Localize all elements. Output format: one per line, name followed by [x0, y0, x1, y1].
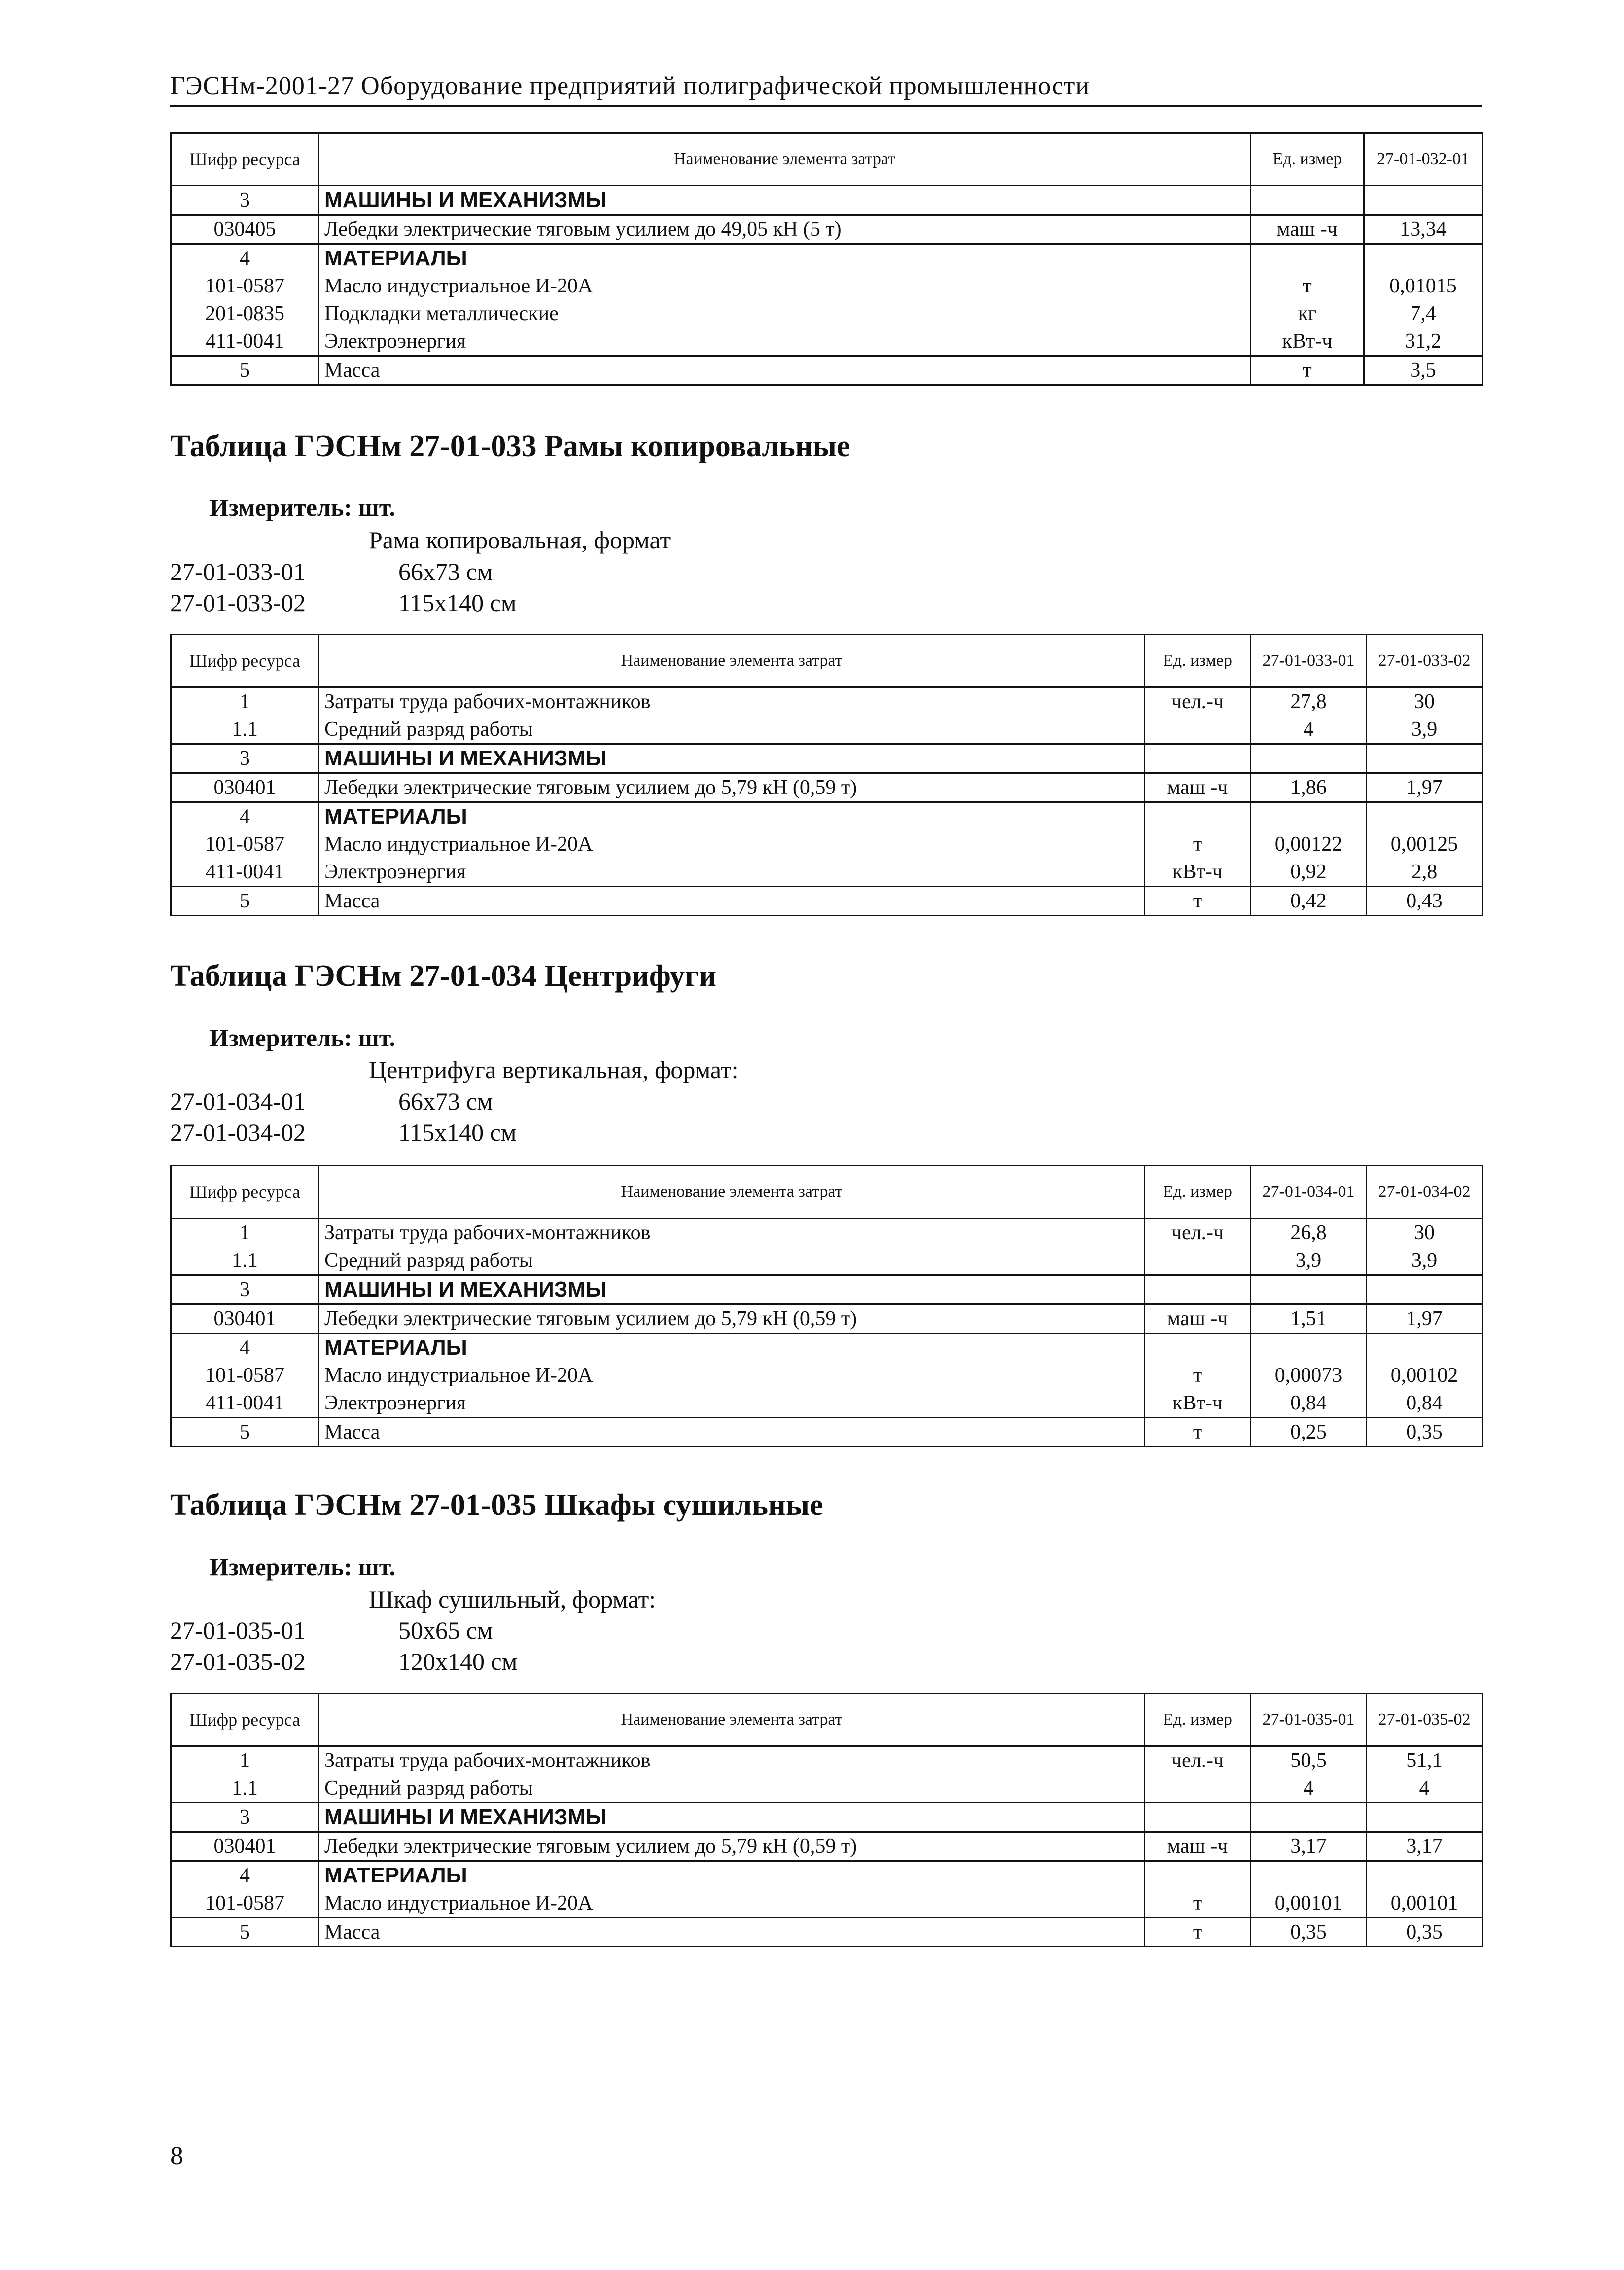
table-row — [171, 244, 1483, 273]
resource-code-cell: 101-0587 — [171, 1889, 319, 1918]
table-row — [171, 1275, 1483, 1304]
header-unit: Ед. измер — [1145, 635, 1251, 687]
resource-code-cell: 101-0587 — [171, 1362, 319, 1389]
resource-code-cell: 1.1 — [171, 1774, 319, 1803]
resource-code-cell: 030401 — [171, 1832, 319, 1861]
value-cell: 3,17 — [1367, 1832, 1483, 1861]
variant-code: 27-01-034-01 — [170, 1087, 306, 1115]
value-cell: 3,17 — [1251, 1832, 1367, 1861]
unit-cell: маш -ч — [1251, 215, 1364, 244]
table-title-034: Таблица ГЭСНм 27-01-034 Центрифуги — [170, 959, 717, 993]
value-cell: 0,35 — [1251, 1918, 1367, 1947]
unit-cell — [1145, 1275, 1251, 1304]
value-cell: 2,8 — [1367, 858, 1483, 887]
element-name-cell: Электроэнергия — [319, 327, 1251, 356]
resource-code-cell: 030401 — [171, 1304, 319, 1333]
header-unit: Ед. измер — [1145, 1166, 1251, 1219]
element-name-cell: Средний разряд работы — [319, 716, 1145, 744]
unit-cell — [1145, 716, 1251, 744]
table-row — [171, 1803, 1483, 1832]
header-resource-code: Шифр ресурса — [171, 1693, 319, 1746]
value-cell — [1251, 1803, 1367, 1832]
unit-cell: т — [1251, 356, 1364, 385]
unit-cell — [1145, 1803, 1251, 1832]
unit-cell: кВт-ч — [1251, 327, 1364, 356]
unit-cell: маш -ч — [1145, 773, 1251, 802]
page-number: 8 — [170, 2141, 183, 2170]
header-row — [171, 133, 1483, 186]
unit-cell: кВт-ч — [1145, 1389, 1251, 1418]
element-name-cell: Средний разряд работы — [319, 1247, 1145, 1275]
header-norm-code: 27-01-035-01 — [1251, 1693, 1367, 1746]
value-cell — [1251, 744, 1367, 773]
resource-code-cell: 5 — [171, 356, 319, 385]
unit-cell: т — [1145, 830, 1251, 858]
element-name-cell: Лебедки электрические тяговым усилием до 49,05 кН (5 т) — [319, 215, 1251, 244]
table-row — [171, 1746, 1483, 1775]
value-cell: 0,42 — [1251, 887, 1367, 916]
resource-code-cell: 4 — [171, 1333, 319, 1362]
unit-cell: кг — [1251, 300, 1364, 327]
unit-cell — [1251, 244, 1364, 273]
measure-label: Измеритель: — [210, 1553, 353, 1581]
resource-code-cell: 4 — [171, 1861, 319, 1890]
variant-code: 27-01-033-01 — [170, 558, 306, 585]
value-cell: 50,5 — [1251, 1746, 1367, 1775]
element-name-cell: Масло индустриальное И-20А — [319, 272, 1251, 300]
element-name-cell: МАТЕРИАЛЫ — [319, 1333, 1145, 1362]
unit-cell — [1145, 1774, 1251, 1803]
resource-code-cell: 1.1 — [171, 716, 319, 744]
measure-unit: шт. — [358, 1024, 396, 1051]
element-name-cell: Масса — [319, 1418, 1145, 1447]
table-row — [171, 716, 1483, 744]
resource-code-cell: 3 — [171, 1275, 319, 1304]
value-cell: 3,9 — [1251, 1247, 1367, 1275]
element-name-cell: МАТЕРИАЛЫ — [319, 1861, 1145, 1890]
value-cell: 0,92 — [1251, 858, 1367, 887]
table-row — [171, 356, 1483, 385]
element-name-cell: Масса — [319, 356, 1251, 385]
value-cell: 1,51 — [1251, 1304, 1367, 1333]
value-cell — [1367, 1333, 1483, 1362]
header-rule — [170, 105, 1482, 107]
element-name-cell: МАШИНЫ И МЕХАНИЗМЫ — [319, 744, 1145, 773]
element-name-cell: Масло индустриальное И-20А — [319, 1889, 1145, 1918]
header-row — [171, 1693, 1483, 1746]
resource-table-034 — [170, 1165, 1483, 1447]
resource-code-cell: 030401 — [171, 773, 319, 802]
value-cell: 31,2 — [1364, 327, 1483, 356]
unit-cell: кВт-ч — [1145, 858, 1251, 887]
table-row — [171, 327, 1483, 356]
resource-code-cell: 201-0835 — [171, 300, 319, 327]
value-cell: 1,97 — [1367, 1304, 1483, 1333]
header-element-name: Наименование элемента затрат — [319, 1166, 1145, 1219]
element-name-cell: Масса — [319, 887, 1145, 916]
resource-code-cell: 5 — [171, 1418, 319, 1447]
resource-code-cell: 1 — [171, 1746, 319, 1775]
element-name-cell: Затраты труда рабочих-монтажников — [319, 687, 1145, 716]
measure-unit: шт. — [358, 494, 396, 521]
value-cell: 27,8 — [1251, 687, 1367, 716]
value-cell: 0,00102 — [1367, 1362, 1483, 1389]
value-cell — [1367, 744, 1483, 773]
header-norm-code: 27-01-033-01 — [1251, 635, 1367, 687]
value-cell: 4 — [1251, 1774, 1367, 1803]
table-row — [171, 887, 1483, 916]
measure-label: Измеритель: — [210, 494, 353, 521]
unit-cell: чел.-ч — [1145, 1746, 1251, 1775]
unit-cell — [1251, 186, 1364, 215]
value-cell: 0,43 — [1367, 887, 1483, 916]
table-row — [171, 773, 1483, 802]
element-name-cell: Лебедки электрические тяговым усилием до 5,79 кН (0,59 т) — [319, 1832, 1145, 1861]
header-norm-code: 27-01-035-02 — [1367, 1693, 1483, 1746]
value-cell: 1,86 — [1251, 773, 1367, 802]
resource-code-cell: 411-0041 — [171, 1389, 319, 1418]
table-row — [171, 272, 1483, 300]
value-cell — [1251, 1861, 1367, 1890]
unit-cell — [1145, 802, 1251, 831]
table-row — [171, 300, 1483, 327]
unit-cell: чел.-ч — [1145, 1219, 1251, 1247]
table-row — [171, 1247, 1483, 1275]
value-cell — [1367, 1803, 1483, 1832]
resource-table-032 — [170, 132, 1483, 386]
header-unit: Ед. измер — [1145, 1693, 1251, 1746]
value-cell: 0,00125 — [1367, 830, 1483, 858]
value-cell: 0,25 — [1251, 1418, 1367, 1447]
measure-label: Измеритель: — [210, 1024, 353, 1051]
element-name-cell: МАШИНЫ И МЕХАНИЗМЫ — [319, 1275, 1145, 1304]
element-name-cell: МАШИНЫ И МЕХАНИЗМЫ — [319, 1803, 1145, 1832]
element-name-cell: МАШИНЫ И МЕХАНИЗМЫ — [319, 186, 1251, 215]
header-resource-code: Шифр ресурса — [171, 1166, 319, 1219]
table-row — [171, 1304, 1483, 1333]
element-name-cell: Лебедки электрические тяговым усилием до 5,79 кН (0,59 т) — [319, 1304, 1145, 1333]
measure-line-033 — [210, 493, 395, 522]
value-cell: 0,00101 — [1367, 1889, 1483, 1918]
value-cell — [1364, 244, 1483, 273]
value-cell: 0,84 — [1367, 1389, 1483, 1418]
unit-cell: т — [1145, 1918, 1251, 1947]
value-cell: 0,00073 — [1251, 1362, 1367, 1389]
header-norm-code: 27-01-032-01 — [1364, 133, 1483, 186]
unit-cell — [1145, 1247, 1251, 1275]
header-unit: Ед. измер — [1251, 133, 1364, 186]
variant-code: 27-01-035-02 — [170, 1648, 306, 1675]
unit-cell: т — [1145, 1889, 1251, 1918]
value-cell: 13,34 — [1364, 215, 1483, 244]
variant-code: 27-01-033-02 — [170, 589, 306, 616]
value-cell — [1367, 1861, 1483, 1890]
measure-line-035 — [210, 1552, 395, 1581]
resource-code-cell: 4 — [171, 244, 319, 273]
unit-cell: т — [1145, 1418, 1251, 1447]
value-cell — [1251, 802, 1367, 831]
element-name-cell: Подкладки металлические — [319, 300, 1251, 327]
table-row — [171, 687, 1483, 716]
resource-code-cell: 3 — [171, 186, 319, 215]
element-name-cell: Затраты труда рабочих-монтажников — [319, 1746, 1145, 1775]
header-resource-code: Шифр ресурса — [171, 635, 319, 687]
value-cell: 0,84 — [1251, 1389, 1367, 1418]
table-row — [171, 744, 1483, 773]
variant-size: 115x140 см — [398, 589, 517, 616]
resource-code-cell: 4 — [171, 802, 319, 831]
element-name-cell: Лебедки электрические тяговым усилием до 5,79 кН (0,59 т) — [319, 773, 1145, 802]
table-title-035: Таблица ГЭСНм 27-01-035 Шкафы сушильные — [170, 1488, 823, 1522]
table-row — [171, 1418, 1483, 1447]
header-row — [171, 1166, 1483, 1219]
resource-code-cell: 411-0041 — [171, 858, 319, 887]
element-name-cell: Масса — [319, 1918, 1145, 1947]
element-name-cell: МАТЕРИАЛЫ — [319, 802, 1145, 831]
element-name-cell: Масло индустриальное И-20А — [319, 1362, 1145, 1389]
header-norm-code: 27-01-034-02 — [1367, 1166, 1483, 1219]
table-row — [171, 1774, 1483, 1803]
element-name-cell: МАТЕРИАЛЫ — [319, 244, 1251, 273]
header-element-name: Наименование элемента затрат — [319, 1693, 1145, 1746]
unit-cell — [1145, 744, 1251, 773]
value-cell: 7,4 — [1364, 300, 1483, 327]
table-row — [171, 1889, 1483, 1918]
value-cell: 30 — [1367, 687, 1483, 716]
resource-code-cell: 5 — [171, 1918, 319, 1947]
resource-code-cell: 3 — [171, 744, 319, 773]
variant-code: 27-01-034-02 — [170, 1118, 306, 1146]
element-name-cell: Масло индустриальное И-20А — [319, 830, 1145, 858]
value-cell — [1367, 802, 1483, 831]
value-cell: 3,5 — [1364, 356, 1483, 385]
running-header: ГЭСНм-2001-27 Оборудование предприятий полиграфической промышленности — [170, 72, 1090, 100]
resource-code-cell: 1.1 — [171, 1247, 319, 1275]
value-cell: 26,8 — [1251, 1219, 1367, 1247]
value-cell: 3,9 — [1367, 1247, 1483, 1275]
table-row — [171, 802, 1483, 831]
value-cell: 4 — [1367, 1774, 1483, 1803]
value-cell: 0,00101 — [1251, 1889, 1367, 1918]
variant-intro-035: Шкаф сушильный, формат: — [369, 1585, 656, 1613]
resource-code-cell: 3 — [171, 1803, 319, 1832]
table-row — [171, 186, 1483, 215]
variant-size: 50x65 см — [398, 1617, 493, 1644]
value-cell: 0,35 — [1367, 1918, 1483, 1947]
unit-cell — [1145, 1333, 1251, 1362]
unit-cell: т — [1251, 272, 1364, 300]
table-row — [171, 1362, 1483, 1389]
value-cell: 4 — [1251, 716, 1367, 744]
table-row — [171, 215, 1483, 244]
header-row — [171, 635, 1483, 687]
value-cell: 30 — [1367, 1219, 1483, 1247]
variant-size: 66x73 см — [398, 1087, 493, 1115]
variant-code: 27-01-035-01 — [170, 1617, 306, 1644]
value-cell: 0,00122 — [1251, 830, 1367, 858]
resource-table-035 — [170, 1693, 1483, 1947]
resource-code-cell: 101-0587 — [171, 272, 319, 300]
header-norm-code: 27-01-033-02 — [1367, 635, 1483, 687]
value-cell — [1367, 1275, 1483, 1304]
unit-cell: чел.-ч — [1145, 687, 1251, 716]
unit-cell: т — [1145, 1362, 1251, 1389]
measure-unit: шт. — [358, 1553, 396, 1581]
resource-code-cell: 411-0041 — [171, 327, 319, 356]
table-title-033: Таблица ГЭСНм 27-01-033 Рамы копировальные — [170, 430, 850, 463]
element-name-cell: Электроэнергия — [319, 1389, 1145, 1418]
unit-cell: маш -ч — [1145, 1832, 1251, 1861]
resource-code-cell: 101-0587 — [171, 830, 319, 858]
header-norm-code: 27-01-034-01 — [1251, 1166, 1367, 1219]
resource-code-cell: 030405 — [171, 215, 319, 244]
element-name-cell: Затраты труда рабочих-монтажников — [319, 1219, 1145, 1247]
table-row — [171, 1219, 1483, 1247]
unit-cell: маш -ч — [1145, 1304, 1251, 1333]
unit-cell: т — [1145, 887, 1251, 916]
table-row — [171, 1389, 1483, 1418]
variant-size: 66x73 см — [398, 558, 493, 585]
resource-table-033 — [170, 634, 1483, 916]
resource-code-cell: 1 — [171, 1219, 319, 1247]
variant-size: 120x140 см — [398, 1648, 518, 1675]
unit-cell — [1145, 1861, 1251, 1890]
variant-size: 115x140 см — [398, 1118, 517, 1146]
header-resource-code: Шифр ресурса — [171, 133, 319, 186]
element-name-cell: Средний разряд работы — [319, 1774, 1145, 1803]
table-row — [171, 1918, 1483, 1947]
value-cell — [1251, 1333, 1367, 1362]
value-cell: 3,9 — [1367, 716, 1483, 744]
value-cell: 0,01015 — [1364, 272, 1483, 300]
variant-intro-033: Рама копировальная, формат — [369, 526, 671, 554]
value-cell: 51,1 — [1367, 1746, 1483, 1775]
measure-line-034 — [210, 1023, 395, 1052]
table-row — [171, 1333, 1483, 1362]
value-cell — [1251, 1275, 1367, 1304]
value-cell: 1,97 — [1367, 773, 1483, 802]
table-row — [171, 1861, 1483, 1890]
header-element-name: Наименование элемента затрат — [319, 133, 1251, 186]
value-cell: 0,35 — [1367, 1418, 1483, 1447]
header-element-name: Наименование элемента затрат — [319, 635, 1145, 687]
table-row — [171, 858, 1483, 887]
resource-code-cell: 1 — [171, 687, 319, 716]
table-row — [171, 1832, 1483, 1861]
element-name-cell: Электроэнергия — [319, 858, 1145, 887]
table-row — [171, 830, 1483, 858]
variant-intro-034: Центрифуга вертикальная, формат: — [369, 1056, 739, 1083]
resource-code-cell: 5 — [171, 887, 319, 916]
value-cell — [1364, 186, 1483, 215]
